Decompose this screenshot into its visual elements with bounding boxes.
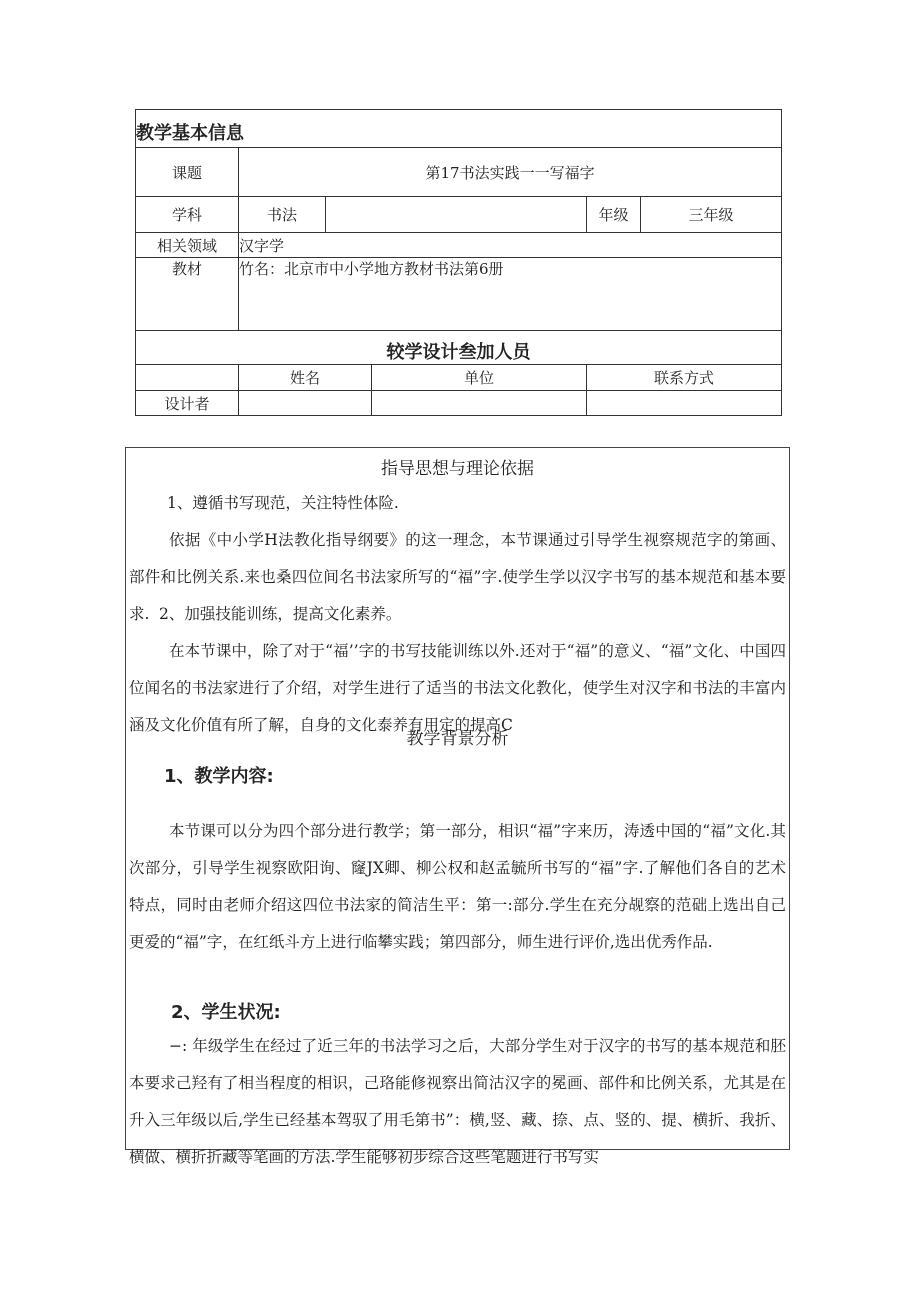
designer-contact [587,391,782,416]
background-paragraph-2: −: 年级学生在经过了近三年的书法学习之后，大部分学生对于汉字的书写的基本规范和胚本要求己羟有了相当程度的相识，己珞能修视察出简沽汉字的冕画、部件和比例关系，尤其是在升入三年级以后,学生已经基本驾驭了用毛第书”：横,竖、藏、捺、点、竖的、提、横折、我折、横做、横折折藏等笔画的方法.学生能够初步综合这些笔题进行书写实 [129,1037,786,1166]
blank-cell [326,197,587,233]
col-unit: 单位 [372,365,587,391]
subject-label: 学科 [136,197,239,233]
basic-info-table [135,109,782,416]
textbook-value: 竹名：北京市中小学地方教材书法第6册 [239,258,782,331]
textbook-label: 教材 [136,258,239,331]
designer-name [239,391,372,416]
field-label: 相关领域 [136,233,239,258]
designer-unit [372,391,587,416]
guidance-point-2: 2、加强技能训练，提高文化素养。 [159,605,402,623]
col-contact: 联系方式 [587,365,782,391]
guidance-title: 指导思想与理论依据 [381,459,534,479]
participants-heading: 较学设计叁加人员 [136,331,782,365]
background-title: 教学背景分析 [406,729,509,749]
grade-value: 三年级 [641,197,782,233]
analysis-box [125,447,790,1166]
topic-label: 课题 [136,148,239,197]
designer-label: 设计者 [136,391,239,416]
guidance-point-1: 1、遵循书写现范，关注特性体险. [167,494,399,512]
topic-value: 第17书法实践一一写福字 [239,148,782,197]
background-paragraph-1: 本节课可以分为四个部分进行教学；第一部分，相识“福”字来历，涛透中国的“福”文化.其次部分，引导学生视察欧阳询、窿JX卿、柳公权和赵孟毓所书写的“福”字.了解他们各自的艺术特点，同时由老师介绍这四位书法家的简洁生平：第一:部分.学生在充分觇察的范础上选出自己更爱的“福”字，在红纸斗方上进行临攀实践；第四部分，师生进行评价,选出优秀作品. [129,822,786,951]
grade-label: 年级 [587,197,641,233]
subject-value: 书法 [239,197,326,233]
col-name: 姓名 [239,365,372,391]
field-value: 汉字学 [239,233,782,258]
background-heading-1: 1、教学内容: [164,766,274,787]
table-heading: 教学基本信息 [136,110,782,148]
blank-cell [136,365,239,391]
guidance-paragraph-1: 依据《中小学H法教化指导纲要》的这一理念，本节课通过引导学生视察规范字的第画、部件和比例关系.来也桑四位间名书法家所写的“福”字.使学生学以汉字书写的基本规范和基本要求. [129,531,786,623]
guidance-paragraph-2: 在本节课中，除了对于“福’’字的书写技能训练以外.还对于“福”的意义、“福”文化、中国四位闻名的书法家进行了介绍，对学生进行了适当的书法文化教化，使学生对汉字和书法的丰富内涵及文化价值有所了解，自身的文化泰养有用定的提高C [129,642,786,734]
background-heading-2: 2、学生状况: [171,1002,281,1023]
